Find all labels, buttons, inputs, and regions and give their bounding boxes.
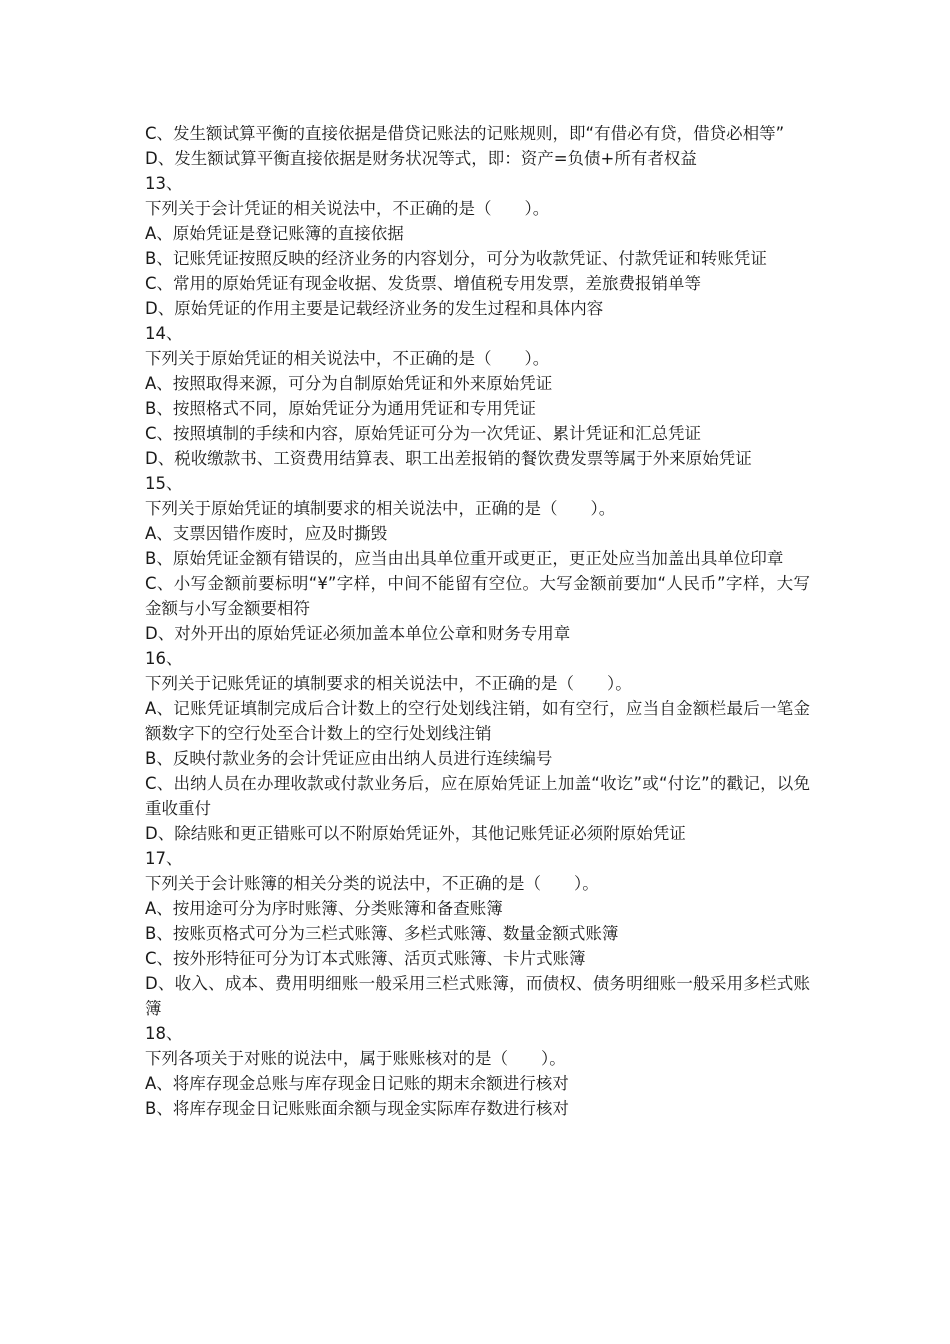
- text-line: A、原始凭证是登记账簿的直接依据: [145, 224, 404, 243]
- question-number: 15、: [145, 474, 183, 493]
- text-line: A、按照取得来源，可分为自制原始凭证和外来原始凭证: [145, 374, 553, 393]
- question-number: 18、: [145, 1024, 183, 1043]
- text-line: C、常用的原始凭证有现金收据、发货票、增值税专用发票，差旅费报销单等: [145, 274, 702, 293]
- question-number: 17、: [145, 849, 183, 868]
- text-line: B、反映付款业务的会计凭证应由出纳人员进行连续编号: [145, 749, 553, 768]
- text-line: C、按照填制的手续和内容，原始凭证可分为一次凭证、累计凭证和汇总凭证: [145, 424, 702, 443]
- text-line: A、记账凭证填制完成后合计数上的空行处划线注销，如有空行，应当自金额栏最后一笔金额数字下的空行处至合计数上的空行处划线注销: [145, 699, 810, 743]
- text-line: 下列各项关于对账的说法中，属于账账核对的是（ ）。: [145, 1049, 566, 1068]
- document-body: [145, 121, 810, 1121]
- text-line: C、发生额试算平衡的直接依据是借贷记账法的记账规则，即“有借必有贷，借贷必相等”: [145, 124, 785, 143]
- question-number: 14、: [145, 324, 183, 343]
- text-line: D、除结账和更正错账可以不附原始凭证外，其他记账凭证必须附原始凭证: [145, 824, 686, 843]
- text-line: D、税收缴款书、工资费用结算表、职工出差报销的餐饮费发票等属于外来原始凭证: [145, 449, 752, 468]
- text-line: C、出纳人员在办理收款或付款业务后，应在原始凭证上加盖“收讫”或“付讫”的戳记，以免重收重付: [145, 774, 810, 818]
- text-line: C、小写金额前要标明“¥”字样，中间不能留有空位。大写金额前要加“人民币”字样，大写金额与小写金额要相符: [145, 574, 810, 618]
- text-line: D、收入、成本、费用明细账一般采用三栏式账簿，而债权、债务明细账一般采用多栏式账簿: [145, 974, 810, 1018]
- text-line: 下列关于会计凭证的相关说法中，不正确的是（ ）。: [145, 199, 550, 218]
- text-line: 下列关于记账凭证的填制要求的相关说法中，不正确的是（ ）。: [145, 674, 632, 693]
- text-line: A、按用途可分为序时账簿、分类账簿和备查账簿: [145, 899, 503, 918]
- text-line: B、按照格式不同，原始凭证分为通用凭证和专用凭证: [145, 399, 536, 418]
- text-line: 下列关于原始凭证的填制要求的相关说法中，正确的是（ ）。: [145, 499, 616, 518]
- question-number: 13、: [145, 174, 183, 193]
- text-line: D、原始凭证的作用主要是记载经济业务的发生过程和具体内容: [145, 299, 604, 318]
- text-line: D、发生额试算平衡直接依据是财务状况等式，即：资产=负债+所有者权益: [145, 149, 697, 168]
- text-line: A、将库存现金总账与库存现金日记账的期末余额进行核对: [145, 1074, 569, 1093]
- text-line: 下列关于原始凭证的相关说法中，不正确的是（ ）。: [145, 349, 550, 368]
- text-line: B、记账凭证按照反映的经济业务的内容划分，可分为收款凭证、付款凭证和转账凭证: [145, 249, 767, 268]
- text-line: B、按账页格式可分为三栏式账簿、多栏式账簿、数量金额式账簿: [145, 924, 619, 943]
- text-line: C、按外形特征可分为订本式账簿、活页式账簿、卡片式账簿: [145, 949, 586, 968]
- text-line: B、原始凭证金额有错误的，应当由出具单位重开或更正，更正处应当加盖出具单位印章: [145, 549, 784, 568]
- text-line: 下列关于会计账簿的相关分类的说法中，不正确的是（ ）。: [145, 874, 599, 893]
- text-line: B、将库存现金日记账账面余额与现金实际库存数进行核对: [145, 1099, 569, 1118]
- question-number: 16、: [145, 649, 183, 668]
- text-line: A、支票因错作废时，应及时撕毁: [145, 524, 388, 543]
- text-line: D、对外开出的原始凭证必须加盖本单位公章和财务专用章: [145, 624, 571, 643]
